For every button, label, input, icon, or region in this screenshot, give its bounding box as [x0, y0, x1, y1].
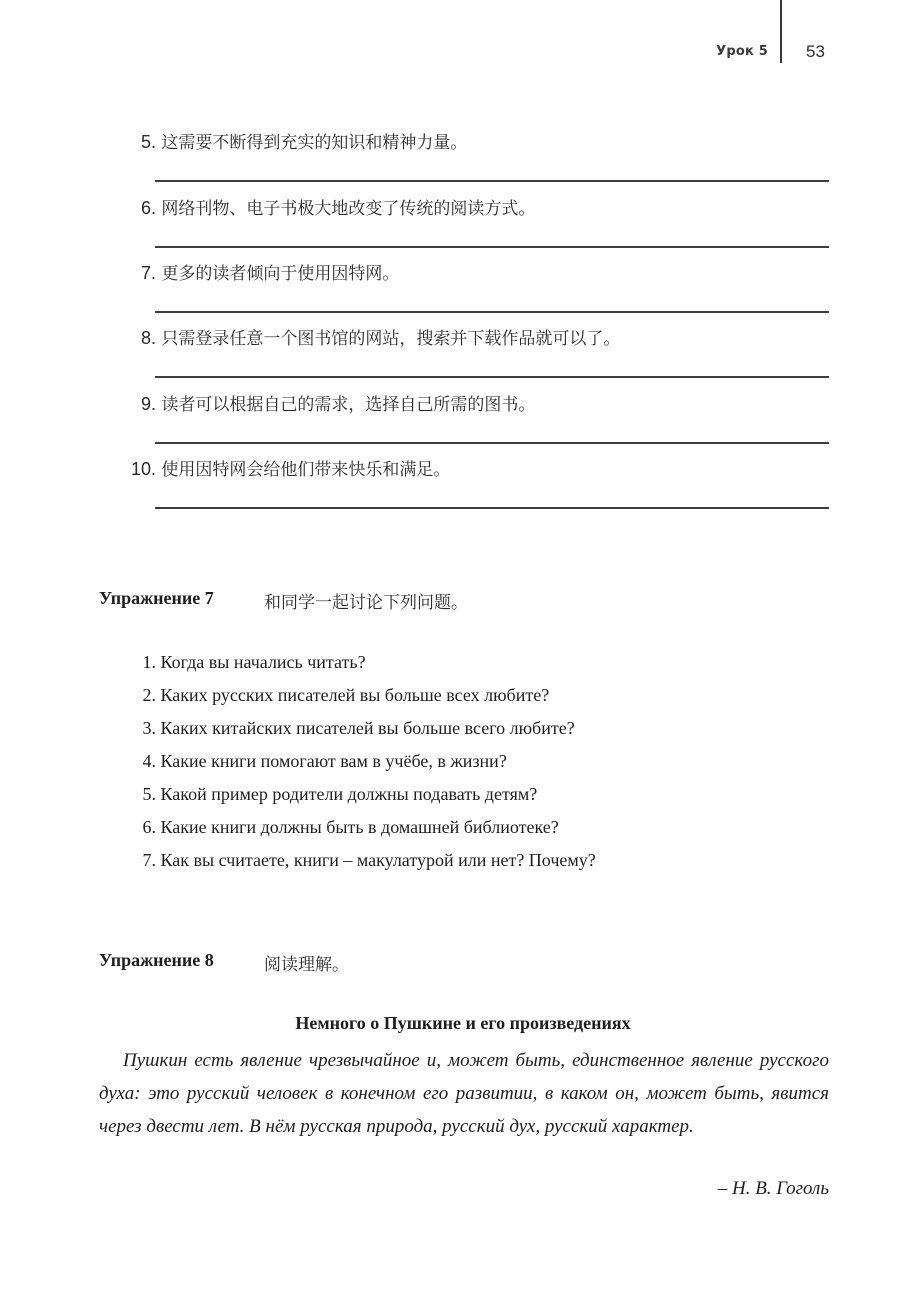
- item-text: 使用因特网会给他们带来快乐和满足。: [161, 460, 451, 480]
- answer-line[interactable]: [155, 311, 829, 313]
- page-number: 53: [806, 42, 825, 61]
- gogol-quote: Пушкин есть явление чрезвычайное и, может быть, единственное явление русского духа: это русский человек в конечном его развитии, в каком он, может быть, явится через двести лет. В нём русская природа, русский дух, русский характер.: [99, 1050, 829, 1137]
- question-item: [100, 685, 549, 706]
- question-text: Когда вы начались читать?: [160, 652, 366, 672]
- translation-item: [100, 128, 840, 153]
- question-text: Какие книги должны быть в домашней библиотеке?: [160, 817, 559, 837]
- item-number: 8.: [140, 328, 156, 348]
- reading-title: Немного о Пушкине и его произведениях: [295, 1013, 631, 1033]
- item-number: 10.: [130, 459, 156, 479]
- item-number: 5.: [140, 132, 156, 152]
- running-head: Урок 5: [716, 44, 768, 59]
- item-text: 读者可以根据自己的需求，选择自己所需的图书。: [161, 395, 536, 415]
- translation-item: [100, 194, 840, 219]
- question-number: 1.: [142, 652, 156, 672]
- question-text: Каких китайских писателей вы больше всего любите?: [160, 718, 575, 738]
- translation-item: [100, 259, 840, 284]
- answer-line[interactable]: [155, 442, 829, 444]
- question-item: [100, 784, 537, 805]
- question-text: Какой пример родители должны подавать детям?: [160, 784, 538, 804]
- question-number: 2.: [142, 685, 156, 705]
- question-number: 6.: [142, 817, 156, 837]
- question-item: [100, 718, 575, 739]
- exercise-8-instruction: 阅读理解。: [264, 955, 349, 975]
- question-number: 3.: [142, 718, 156, 738]
- item-text: 更多的读者倾向于使用因特网。: [161, 264, 400, 284]
- item-number: 7.: [140, 263, 156, 283]
- question-item: [100, 817, 559, 838]
- question-text: Каких русских писателей вы больше всех любите?: [160, 685, 550, 705]
- question-number: 7.: [142, 850, 156, 870]
- question-number: 5.: [142, 784, 156, 804]
- question-number: 4.: [142, 751, 156, 771]
- answer-line[interactable]: [155, 376, 829, 378]
- exercise-7-heading: Упражнение 7: [99, 588, 214, 608]
- item-number: 9.: [140, 394, 156, 414]
- exercise-7-instruction: 和同学一起讨论下列问题。: [264, 593, 468, 613]
- question-text: Как вы считаете, книги – макулатурой или нет? Почему?: [160, 850, 596, 870]
- question-item: [100, 850, 596, 871]
- header-divider: [780, 0, 782, 63]
- translation-item: [100, 455, 840, 480]
- answer-line[interactable]: [155, 507, 829, 509]
- answer-line[interactable]: [155, 180, 829, 182]
- question-text: Какие книги помогают вам в учёбе, в жизни?: [160, 751, 507, 771]
- item-number: 6.: [140, 198, 156, 218]
- item-text: 这需要不断得到充实的知识和精神力量。: [161, 133, 468, 153]
- item-text: 只需登录任意一个图书馆的网站，搜索并下载作品就可以了。: [161, 329, 621, 349]
- question-item: [100, 751, 507, 772]
- answer-line[interactable]: [155, 246, 829, 248]
- item-text: 网络刊物、电子书极大地改变了传统的阅读方式。: [161, 199, 536, 219]
- translation-item: [100, 324, 840, 349]
- exercise-8-heading: Упражнение 8: [99, 950, 214, 970]
- translation-item: [100, 390, 840, 415]
- question-item: [100, 652, 366, 673]
- quote-attribution: – Н. В. Гоголь: [717, 1178, 829, 1199]
